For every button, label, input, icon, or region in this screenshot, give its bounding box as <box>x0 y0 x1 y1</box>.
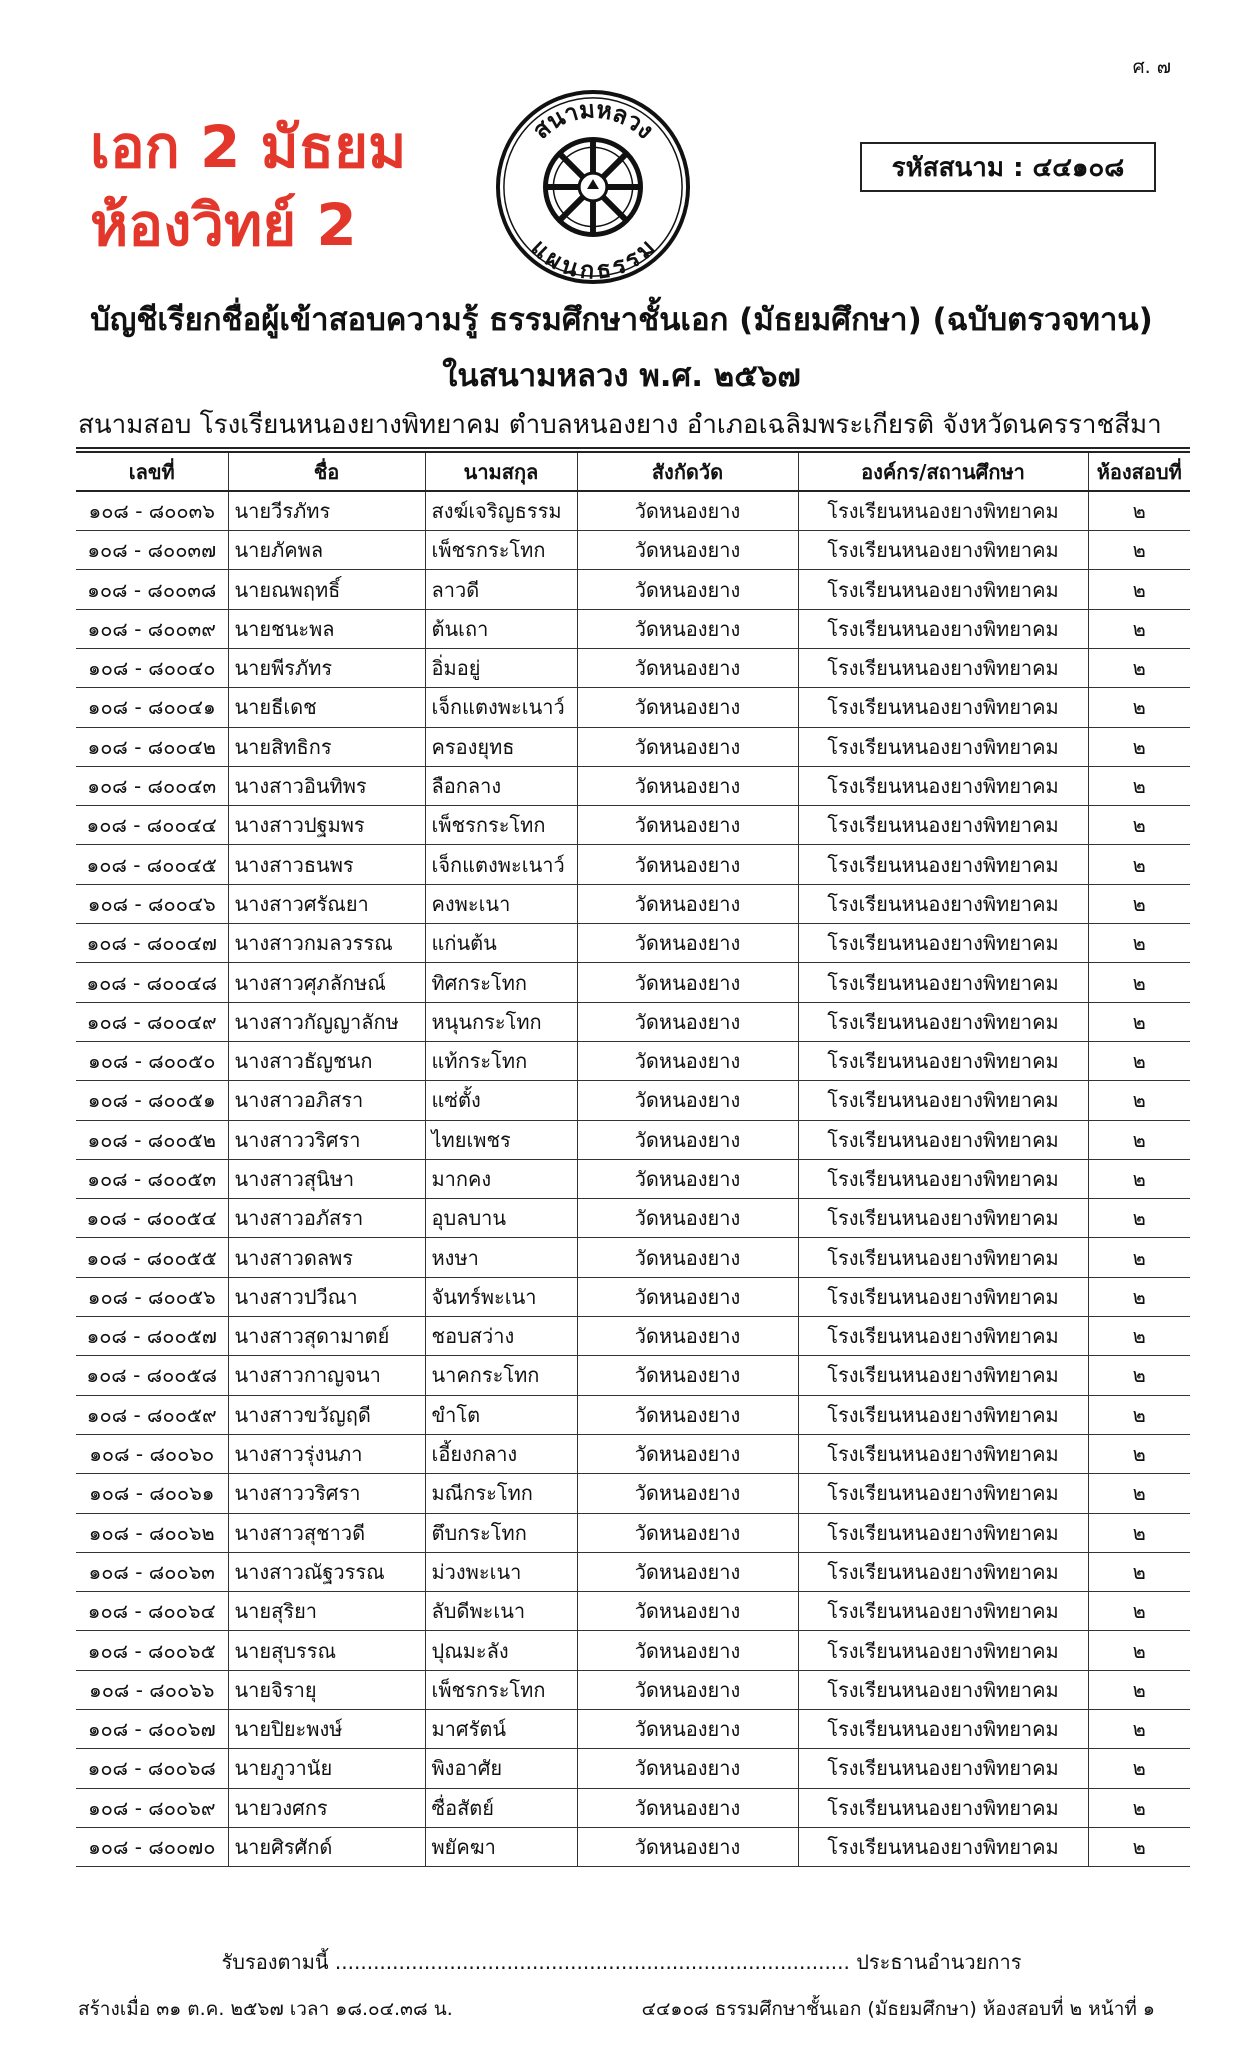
cell-temple: วัดหนองยาง <box>577 884 798 923</box>
handwritten-line-1: เอก 2 มัธยม <box>90 113 407 181</box>
cell-first-name: นางสาวดลพร <box>228 1238 425 1277</box>
candidate-table <box>76 451 1190 1867</box>
table-row <box>76 1199 1190 1238</box>
cell-surname: หงษา <box>425 1238 577 1277</box>
cell-surname: ลับดีพะเนา <box>425 1592 577 1631</box>
cell-room: ๒ <box>1088 1474 1190 1513</box>
table-row <box>76 924 1190 963</box>
cell-room: ๒ <box>1088 1827 1190 1866</box>
cell-temple: วัดหนองยาง <box>577 1159 798 1198</box>
cell-organization: โรงเรียนหนองยางพิทยาคม <box>798 1356 1088 1395</box>
cell-organization: โรงเรียนหนองยางพิทยาคม <box>798 1317 1088 1356</box>
cell-room: ๒ <box>1088 1199 1190 1238</box>
cell-temple: วัดหนองยาง <box>577 1749 798 1788</box>
cell-first-name: นายจิรายุ <box>228 1670 425 1709</box>
cell-number: ๑๐๘ - ๘๐๐๔๐ <box>76 648 228 687</box>
cell-room: ๒ <box>1088 1277 1190 1316</box>
cell-surname: ขำโต <box>425 1395 577 1434</box>
cell-number: ๑๐๘ - ๘๐๐๖๔ <box>76 1592 228 1631</box>
cell-room: ๒ <box>1088 1710 1190 1749</box>
cell-room: ๒ <box>1088 766 1190 805</box>
cell-room: ๒ <box>1088 806 1190 845</box>
cell-room: ๒ <box>1088 531 1190 570</box>
cell-room: ๒ <box>1088 1120 1190 1159</box>
column-header-temple: สังกัดวัด <box>577 452 798 491</box>
cell-number: ๑๐๘ - ๘๐๐๔๘ <box>76 963 228 1002</box>
cell-number: ๑๐๘ - ๘๐๐๖๒ <box>76 1513 228 1552</box>
table-row <box>76 1081 1190 1120</box>
cell-number: ๑๐๘ - ๘๐๐๖๓ <box>76 1552 228 1591</box>
cell-surname: เอี้ยงกลาง <box>425 1434 577 1473</box>
cell-temple: วัดหนองยาง <box>577 1356 798 1395</box>
cell-organization: โรงเรียนหนองยางพิทยาคม <box>798 1002 1088 1041</box>
cell-first-name: นายภัคพล <box>228 531 425 570</box>
cell-temple: วัดหนองยาง <box>577 609 798 648</box>
table-row <box>76 1434 1190 1473</box>
cell-organization: โรงเรียนหนองยางพิทยาคม <box>798 1277 1088 1316</box>
cell-number: ๑๐๘ - ๘๐๐๖๙ <box>76 1788 228 1827</box>
cell-first-name: นายสิทธิกร <box>228 727 425 766</box>
cell-surname: แก่นต้น <box>425 924 577 963</box>
cell-number: ๑๐๘ - ๘๐๐๕๔ <box>76 1199 228 1238</box>
cell-first-name: นางสาวกัญญาลักษ <box>228 1002 425 1041</box>
column-header-organization: องค์กร/สถานศึกษา <box>798 452 1088 491</box>
cell-room: ๒ <box>1088 1749 1190 1788</box>
cell-surname: พิงอาศัย <box>425 1749 577 1788</box>
cell-surname: ซื่อสัตย์ <box>425 1788 577 1827</box>
cell-temple: วัดหนองยาง <box>577 1631 798 1670</box>
cell-surname: อุบลบาน <box>425 1199 577 1238</box>
cell-room: ๒ <box>1088 845 1190 884</box>
cell-organization: โรงเรียนหนองยางพิทยาคม <box>798 1434 1088 1473</box>
table-row <box>76 1159 1190 1198</box>
cell-organization: โรงเรียนหนองยางพิทยาคม <box>798 1513 1088 1552</box>
cell-organization: โรงเรียนหนองยางพิทยาคม <box>798 1592 1088 1631</box>
cell-temple: วัดหนองยาง <box>577 1592 798 1631</box>
form-code: ศ. ๗ <box>1132 56 1171 78</box>
cell-organization: โรงเรียนหนองยางพิทยาคม <box>798 924 1088 963</box>
cell-surname: เพ็ชรกระโทก <box>425 806 577 845</box>
cell-first-name: นายปิยะพงษ์ <box>228 1710 425 1749</box>
table-row <box>76 1788 1190 1827</box>
cell-surname: เจ็กแตงพะเนาว์ <box>425 688 577 727</box>
svg-text:แผนกธรรม <box>526 233 661 284</box>
cell-organization: โรงเรียนหนองยางพิทยาคม <box>798 1081 1088 1120</box>
cell-first-name: นางสาวกาญจนา <box>228 1356 425 1395</box>
table-row <box>76 806 1190 845</box>
cell-room: ๒ <box>1088 1317 1190 1356</box>
cell-temple: วัดหนองยาง <box>577 531 798 570</box>
column-header-number: เลขที่ <box>76 452 228 491</box>
cell-surname: พยัคฆา <box>425 1827 577 1866</box>
cell-organization: โรงเรียนหนองยางพิทยาคม <box>798 1552 1088 1591</box>
cell-temple: วัดหนองยาง <box>577 1395 798 1434</box>
cell-room: ๒ <box>1088 688 1190 727</box>
cell-organization: โรงเรียนหนองยางพิทยาคม <box>798 1159 1088 1198</box>
cell-first-name: นายวงศกร <box>228 1788 425 1827</box>
cell-organization: โรงเรียนหนองยางพิทยาคม <box>798 648 1088 687</box>
cell-organization: โรงเรียนหนองยางพิทยาคม <box>798 1710 1088 1749</box>
cell-first-name: นางสาวกมลวรรณ <box>228 924 425 963</box>
exam-venue-line: สนามสอบ โรงเรียนหนองยางพิทยาคม ตำบลหนองยาง อำเภอเฉลิมพระเกียรติ จังหวัดนครราชสีมา <box>78 410 1162 440</box>
table-row <box>76 570 1190 609</box>
table-header-row <box>76 452 1190 491</box>
cell-room: ๒ <box>1088 1238 1190 1277</box>
cell-number: ๑๐๘ - ๘๐๐๕๓ <box>76 1159 228 1198</box>
cell-number: ๑๐๘ - ๘๐๐๔๙ <box>76 1002 228 1041</box>
handwritten-annotation <box>90 108 406 264</box>
cell-first-name: นายพีรภัทร <box>228 648 425 687</box>
table-row <box>76 1002 1190 1041</box>
table-row <box>76 963 1190 1002</box>
cell-temple: วัดหนองยาง <box>577 1081 798 1120</box>
table-row <box>76 1827 1190 1866</box>
cell-first-name: นางสาววริศรา <box>228 1474 425 1513</box>
cell-temple: วัดหนองยาง <box>577 1277 798 1316</box>
cell-room: ๒ <box>1088 963 1190 1002</box>
cell-number: ๑๐๘ - ๘๐๐๖๖ <box>76 1670 228 1709</box>
cell-number: ๑๐๘ - ๘๐๐๔๖ <box>76 884 228 923</box>
cell-surname: แซ่ตั้ง <box>425 1081 577 1120</box>
cell-first-name: นางสาวศุภลักษณ์ <box>228 963 425 1002</box>
cell-surname: มณีกระโทก <box>425 1474 577 1513</box>
certification-line: รับรองตามนี้ ................................................................................. ประธานอำนวยการ <box>221 1950 1022 1974</box>
cell-number: ๑๐๘ - ๘๐๐๖๗ <box>76 1710 228 1749</box>
cell-temple: วัดหนองยาง <box>577 1238 798 1277</box>
cell-number: ๑๐๘ - ๘๐๐๔๓ <box>76 766 228 805</box>
cell-temple: วัดหนองยาง <box>577 1041 798 1080</box>
cell-first-name: นางสาวศรัณยา <box>228 884 425 923</box>
table-row <box>76 1552 1190 1591</box>
cell-number: ๑๐๘ - ๘๐๐๓๖ <box>76 491 228 530</box>
table-row <box>76 1277 1190 1316</box>
cell-surname: แท้กระโทก <box>425 1041 577 1080</box>
cell-surname: ไทยเพชร <box>425 1120 577 1159</box>
cell-temple: วัดหนองยาง <box>577 491 798 530</box>
cell-room: ๒ <box>1088 1041 1190 1080</box>
cell-surname: เพ็ชรกระโทก <box>425 1670 577 1709</box>
cell-room: ๒ <box>1088 1356 1190 1395</box>
table-row <box>76 845 1190 884</box>
cell-room: ๒ <box>1088 1434 1190 1473</box>
cell-organization: โรงเรียนหนองยางพิทยาคม <box>798 766 1088 805</box>
cell-first-name: นางสาวขวัญฤดี <box>228 1395 425 1434</box>
cell-first-name: นางสาวสุนิษา <box>228 1159 425 1198</box>
table-row <box>76 884 1190 923</box>
column-header-room: ห้องสอบที่ <box>1088 452 1190 491</box>
dharma-wheel-icon <box>545 139 640 234</box>
cell-room: ๒ <box>1088 1081 1190 1120</box>
cell-room: ๒ <box>1088 1552 1190 1591</box>
cell-surname: นาคกระโทก <box>425 1356 577 1395</box>
handwritten-line-2: ห้องวิทย์ 2 <box>90 191 357 259</box>
cell-organization: โรงเรียนหนองยางพิทยาคม <box>798 570 1088 609</box>
cell-surname: ตึบกระโทก <box>425 1513 577 1552</box>
cell-first-name: นางสาวปฐมพร <box>228 806 425 845</box>
cell-temple: วัดหนองยาง <box>577 845 798 884</box>
cell-number: ๑๐๘ - ๘๐๐๕๒ <box>76 1120 228 1159</box>
table-row <box>76 1395 1190 1434</box>
cell-surname: สงฆ์เจริญธรรม <box>425 491 577 530</box>
cell-number: ๑๐๘ - ๘๐๐๕๘ <box>76 1356 228 1395</box>
column-header-first-name: ชื่อ <box>228 452 425 491</box>
cell-organization: โรงเรียนหนองยางพิทยาคม <box>798 1788 1088 1827</box>
cell-surname: เพ็ชรกระโทก <box>425 531 577 570</box>
cell-organization: โรงเรียนหนองยางพิทยาคม <box>798 531 1088 570</box>
table-row <box>76 688 1190 727</box>
cell-first-name: นางสาวธนพร <box>228 845 425 884</box>
cell-number: ๑๐๘ - ๘๐๐๓๘ <box>76 570 228 609</box>
cell-organization: โรงเรียนหนองยางพิทยาคม <box>798 1395 1088 1434</box>
cell-room: ๒ <box>1088 1631 1190 1670</box>
cell-room: ๒ <box>1088 924 1190 963</box>
cell-first-name: นายธีเดช <box>228 688 425 727</box>
table-row <box>76 1238 1190 1277</box>
cell-surname: ม่วงพะเนา <box>425 1552 577 1591</box>
cell-surname: คงพะเนา <box>425 884 577 923</box>
cell-number: ๑๐๘ - ๘๐๐๔๔ <box>76 806 228 845</box>
table-row <box>76 491 1190 530</box>
table-row <box>76 1041 1190 1080</box>
cell-organization: โรงเรียนหนองยางพิทยาคม <box>798 1474 1088 1513</box>
table-row <box>76 1513 1190 1552</box>
cell-organization: โรงเรียนหนองยางพิทยาคม <box>798 1041 1088 1080</box>
cell-surname: หนุนกระโทก <box>425 1002 577 1041</box>
table-row <box>76 1317 1190 1356</box>
cell-surname: ลือกลาง <box>425 766 577 805</box>
table-row <box>76 1592 1190 1631</box>
table-row <box>76 1356 1190 1395</box>
page-info: ๔๔๑๐๘ ธรรมศึกษาชั้นเอก (มัธยมศึกษา) ห้องสอบที่ ๒ หน้าที่ ๑ <box>641 1998 1155 2020</box>
cell-temple: วัดหนองยาง <box>577 1317 798 1356</box>
cell-temple: วัดหนองยาง <box>577 1513 798 1552</box>
cell-organization: โรงเรียนหนองยางพิทยาคม <box>798 845 1088 884</box>
cell-temple: วัดหนองยาง <box>577 1199 798 1238</box>
cell-surname: มาศรัตน์ <box>425 1710 577 1749</box>
cell-organization: โรงเรียนหนองยางพิทยาคม <box>798 1631 1088 1670</box>
cell-surname: ทิศกระโทก <box>425 963 577 1002</box>
cell-number: ๑๐๘ - ๘๐๐๗๐ <box>76 1827 228 1866</box>
cell-number: ๑๐๘ - ๘๐๐๖๑ <box>76 1474 228 1513</box>
cell-surname: ครองยุทธ <box>425 727 577 766</box>
cell-room: ๒ <box>1088 1395 1190 1434</box>
cell-organization: โรงเรียนหนองยางพิทยาคม <box>798 1238 1088 1277</box>
cell-room: ๒ <box>1088 1513 1190 1552</box>
cell-temple: วัดหนองยาง <box>577 570 798 609</box>
cell-number: ๑๐๘ - ๘๐๐๕๗ <box>76 1317 228 1356</box>
document-title: บัญชีเรียกชื่อผู้เข้าสอบความรู้ ธรรมศึกษาชั้นเอก (มัธยมศึกษา) (ฉบับตรวจทาน) <box>90 302 1153 338</box>
cell-number: ๑๐๘ - ๘๐๐๖๐ <box>76 1434 228 1473</box>
cell-surname: ปุณมะลัง <box>425 1631 577 1670</box>
cell-room: ๒ <box>1088 1002 1190 1041</box>
cell-organization: โรงเรียนหนองยางพิทยาคม <box>798 1120 1088 1159</box>
cell-surname: มากคง <box>425 1159 577 1198</box>
cell-surname: เจ็กแตงพะเนาว์ <box>425 845 577 884</box>
cell-first-name: นายภูวานัย <box>228 1749 425 1788</box>
cell-organization: โรงเรียนหนองยางพิทยาคม <box>798 609 1088 648</box>
cell-room: ๒ <box>1088 609 1190 648</box>
cell-surname: ต้นเถา <box>425 609 577 648</box>
cell-temple: วัดหนองยาง <box>577 1827 798 1866</box>
cell-number: ๑๐๘ - ๘๐๐๕๑ <box>76 1081 228 1120</box>
cell-room: ๒ <box>1088 570 1190 609</box>
cell-temple: วัดหนองยาง <box>577 1670 798 1709</box>
created-timestamp: สร้างเมื่อ ๓๑ ต.ค. ๒๕๖๗ เวลา ๑๘.๐๔.๓๘ น. <box>78 1998 453 2020</box>
cell-temple: วัดหนองยาง <box>577 806 798 845</box>
cell-temple: วัดหนองยาง <box>577 727 798 766</box>
cell-room: ๒ <box>1088 884 1190 923</box>
cell-first-name: นางสาวรุ่งนภา <box>228 1434 425 1473</box>
cell-organization: โรงเรียนหนองยางพิทยาคม <box>798 491 1088 530</box>
cell-organization: โรงเรียนหนองยางพิทยาคม <box>798 1670 1088 1709</box>
table-row <box>76 1710 1190 1749</box>
cell-surname: จันทร์พะเนา <box>425 1277 577 1316</box>
cell-number: ๑๐๘ - ๘๐๐๕๖ <box>76 1277 228 1316</box>
cell-number: ๑๐๘ - ๘๐๐๕๐ <box>76 1041 228 1080</box>
cell-temple: วัดหนองยาง <box>577 688 798 727</box>
cell-first-name: นายณพฤทธิ์ <box>228 570 425 609</box>
table-row <box>76 1749 1190 1788</box>
cell-room: ๒ <box>1088 648 1190 687</box>
cell-temple: วัดหนองยาง <box>577 1434 798 1473</box>
cell-number: ๑๐๘ - ๘๐๐๓๗ <box>76 531 228 570</box>
cell-temple: วัดหนองยาง <box>577 1002 798 1041</box>
cell-room: ๒ <box>1088 1159 1190 1198</box>
cell-room: ๒ <box>1088 727 1190 766</box>
cell-room: ๒ <box>1088 491 1190 530</box>
seal-text-bottom: แผนกธรรม <box>525 233 661 285</box>
table-row <box>76 648 1190 687</box>
cell-temple: วัดหนองยาง <box>577 766 798 805</box>
cell-first-name: นางสาวอินทิพร <box>228 766 425 805</box>
table-row <box>76 1120 1190 1159</box>
cell-room: ๒ <box>1088 1592 1190 1631</box>
cell-organization: โรงเรียนหนองยางพิทยาคม <box>798 1199 1088 1238</box>
cell-organization: โรงเรียนหนองยางพิทยาคม <box>798 688 1088 727</box>
cell-organization: โรงเรียนหนองยางพิทยาคม <box>798 963 1088 1002</box>
cell-first-name: นางสาวสุดามาตย์ <box>228 1317 425 1356</box>
cell-surname: ลาวดี <box>425 570 577 609</box>
cell-organization: โรงเรียนหนองยางพิทยาคม <box>798 727 1088 766</box>
cell-number: ๑๐๘ - ๘๐๐๔๑ <box>76 688 228 727</box>
cell-first-name: นางสาวปวีณา <box>228 1277 425 1316</box>
cell-room: ๒ <box>1088 1788 1190 1827</box>
cell-number: ๑๐๘ - ๘๐๐๖๕ <box>76 1631 228 1670</box>
cell-first-name: นางสาวอภัสรา <box>228 1199 425 1238</box>
document-subtitle: ในสนามหลวง พ.ศ. ๒๕๖๗ <box>442 358 801 394</box>
cell-first-name: นางสาวสุชาวดี <box>228 1513 425 1552</box>
table-row <box>76 766 1190 805</box>
cell-organization: โรงเรียนหนองยางพิทยาคม <box>798 1827 1088 1866</box>
cell-number: ๑๐๘ - ๘๐๐๔๗ <box>76 924 228 963</box>
cell-organization: โรงเรียนหนองยางพิทยาคม <box>798 884 1088 923</box>
venue-code-box: รหัสสนาม : ๔๔๑๐๘ <box>860 142 1156 192</box>
table-row <box>76 727 1190 766</box>
header-rule <box>76 447 1190 449</box>
cell-first-name: นางสาวธัญชนก <box>228 1041 425 1080</box>
cell-temple: วัดหนองยาง <box>577 963 798 1002</box>
cell-number: ๑๐๘ - ๘๐๐๕๙ <box>76 1395 228 1434</box>
cell-number: ๑๐๘ - ๘๐๐๔๕ <box>76 845 228 884</box>
cell-organization: โรงเรียนหนองยางพิทยาคม <box>798 1749 1088 1788</box>
table-row <box>76 1631 1190 1670</box>
cell-organization: โรงเรียนหนองยางพิทยาคม <box>798 806 1088 845</box>
cell-first-name: นางสาวอภิสรา <box>228 1081 425 1120</box>
cell-first-name: นายชนะพล <box>228 609 425 648</box>
cell-temple: วัดหนองยาง <box>577 1474 798 1513</box>
cell-first-name: นางสาวณัฐวรรณ <box>228 1552 425 1591</box>
column-header-surname: นามสกุล <box>425 452 577 491</box>
cell-first-name: นายสุริยา <box>228 1592 425 1631</box>
table-row <box>76 1474 1190 1513</box>
cell-surname: อิ่มอยู่ <box>425 648 577 687</box>
cell-temple: วัดหนองยาง <box>577 648 798 687</box>
cell-first-name: นายวีรภัทร <box>228 491 425 530</box>
cell-surname: ชอบสว่าง <box>425 1317 577 1356</box>
table-row <box>76 531 1190 570</box>
cell-temple: วัดหนองยาง <box>577 1788 798 1827</box>
cell-number: ๑๐๘ - ๘๐๐๓๙ <box>76 609 228 648</box>
cell-temple: วัดหนองยาง <box>577 924 798 963</box>
cell-temple: วัดหนองยาง <box>577 1120 798 1159</box>
table-row <box>76 609 1190 648</box>
seal-text-top: สนามหลวง <box>526 95 660 145</box>
cell-first-name: นางสาววริศรา <box>228 1120 425 1159</box>
cell-first-name: นายสุบรรณ <box>228 1631 425 1670</box>
table-body <box>76 491 1190 1866</box>
cell-number: ๑๐๘ - ๘๐๐๖๘ <box>76 1749 228 1788</box>
cell-temple: วัดหนองยาง <box>577 1710 798 1749</box>
dharma-wheel-seal <box>494 88 692 286</box>
cell-number: ๑๐๘ - ๘๐๐๔๒ <box>76 727 228 766</box>
cell-first-name: นายศิรศักด์ <box>228 1827 425 1866</box>
cell-number: ๑๐๘ - ๘๐๐๕๕ <box>76 1238 228 1277</box>
table-row <box>76 1670 1190 1709</box>
cell-room: ๒ <box>1088 1670 1190 1709</box>
cell-temple: วัดหนองยาง <box>577 1552 798 1591</box>
